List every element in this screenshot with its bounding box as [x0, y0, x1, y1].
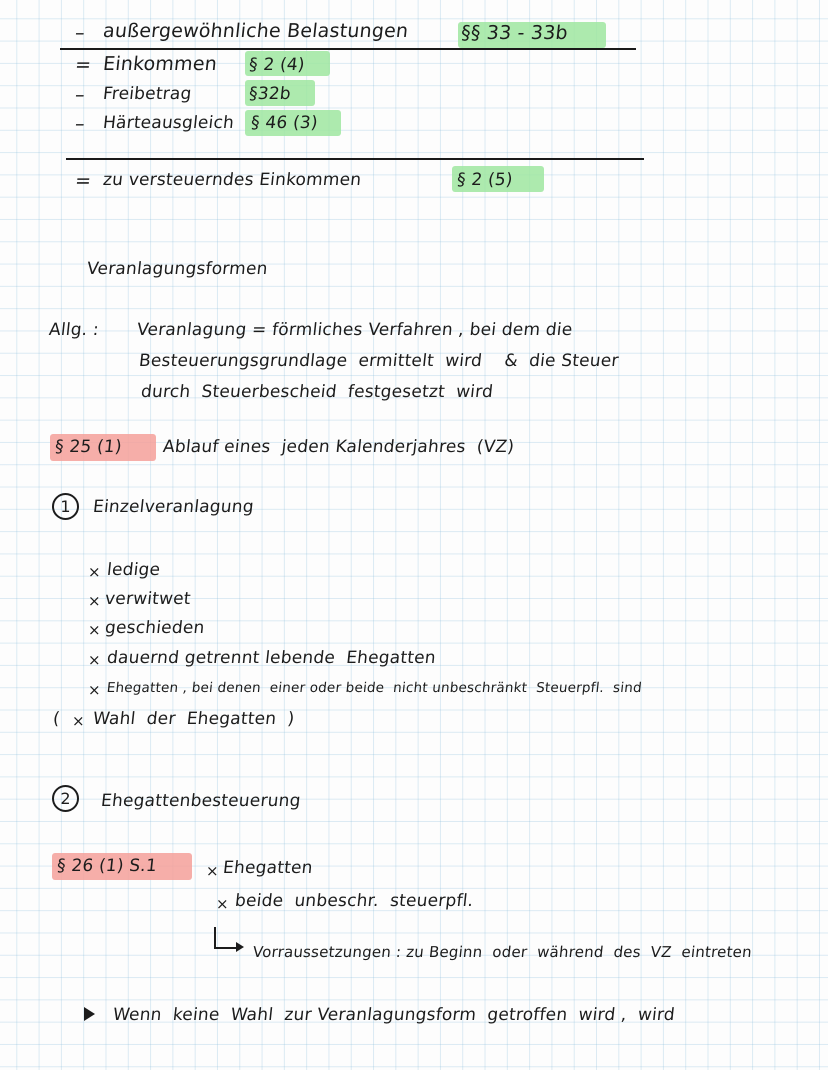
line5-text: zu versteuerndes Einkommen: [102, 170, 363, 190]
line1-sign: –: [74, 22, 87, 44]
bullet-3-text: geschieden: [104, 618, 206, 638]
triangle-bullet-icon: [84, 1007, 95, 1021]
paragraph-25-1-label: § 25 (1): [54, 437, 123, 457]
paragraph-26-1-s1-label: § 26 (1) S.1: [56, 856, 158, 876]
sub-bullet-2-text: beide unbeschr. steuerpfl.: [234, 891, 475, 911]
line3-sign: –: [74, 84, 87, 106]
allg-line-3: durch Steuerbescheid festgesetzt wird: [140, 382, 495, 402]
line5-paragraph: § 2 (5): [456, 170, 514, 190]
line2-paragraph: § 2 (4): [248, 55, 306, 75]
line5-sign: =: [74, 170, 93, 192]
line3-text: Freibetrag: [102, 84, 193, 104]
section-2-title: Ehegattenbesteuerung: [100, 791, 302, 811]
bullet-4-text: dauernd getrennt lebende Ehegatten: [106, 648, 437, 668]
line2-sign: =: [74, 54, 93, 76]
section-heading-veranlagungsformen: Veranlagungsformen: [86, 259, 269, 279]
line4-sign: –: [74, 113, 87, 135]
allg-line-1: Veranlagung = förmliches Verfahren , bei dem die: [136, 320, 574, 340]
line4-paragraph: § 46 (3): [250, 113, 319, 133]
bullet-1-text: ledige: [106, 560, 162, 580]
bullet-6-text: Wahl der Ehegatten ): [92, 709, 296, 729]
allg-line-2: Besteuerungsgrundlage ermittelt wird & die Steuer: [138, 351, 620, 371]
final-line-text: Wenn keine Wahl zur Veranlagungsform getroffen wird , wird: [112, 1005, 676, 1025]
line3-paragraph: §32b: [248, 84, 292, 104]
paragraph-25-1-text: Ablauf eines jeden Kalenderjahres (VZ): [162, 437, 516, 457]
bullet-6-open-paren: (: [52, 709, 61, 729]
bullet-2-text: verwitwet: [104, 589, 192, 609]
bullet-marker-4: ×: [88, 651, 101, 669]
bullet-marker-c1: ×: [206, 862, 219, 880]
bullet-marker-c2: ×: [216, 895, 229, 913]
section-1-number: 1: [52, 493, 79, 520]
section-2-number: 2: [52, 785, 79, 812]
bullet-marker-6: ×: [72, 712, 85, 730]
line2-text: Einkommen: [102, 53, 219, 75]
section-1-title: Einzelveranlagung: [92, 497, 255, 517]
line4-text: Härteausgleich: [102, 113, 236, 133]
hook-arrow-icon: [214, 927, 254, 959]
divider-line-2: [66, 158, 644, 160]
bullet-marker-2: ×: [88, 592, 101, 610]
bullet-marker-3: ×: [88, 621, 101, 639]
line1-text: außergewöhnliche Belastungen: [102, 20, 410, 42]
arrow-note-text: Vorraussetzungen : zu Beginn oder während des VZ eintreten: [252, 943, 753, 961]
bullet-marker-5: ×: [88, 681, 101, 699]
sub-bullet-1-text: Ehegatten: [222, 858, 314, 878]
bullet-marker-1: ×: [88, 563, 101, 581]
bullet-5-text: Ehegatten , bei denen einer oder beide nicht unbeschränkt Steuerpfl. sind: [106, 680, 643, 696]
divider-line-1: [60, 48, 636, 50]
allg-label: Allg. :: [48, 320, 100, 340]
line1-paragraph: §§ 33 - 33b: [460, 22, 569, 44]
